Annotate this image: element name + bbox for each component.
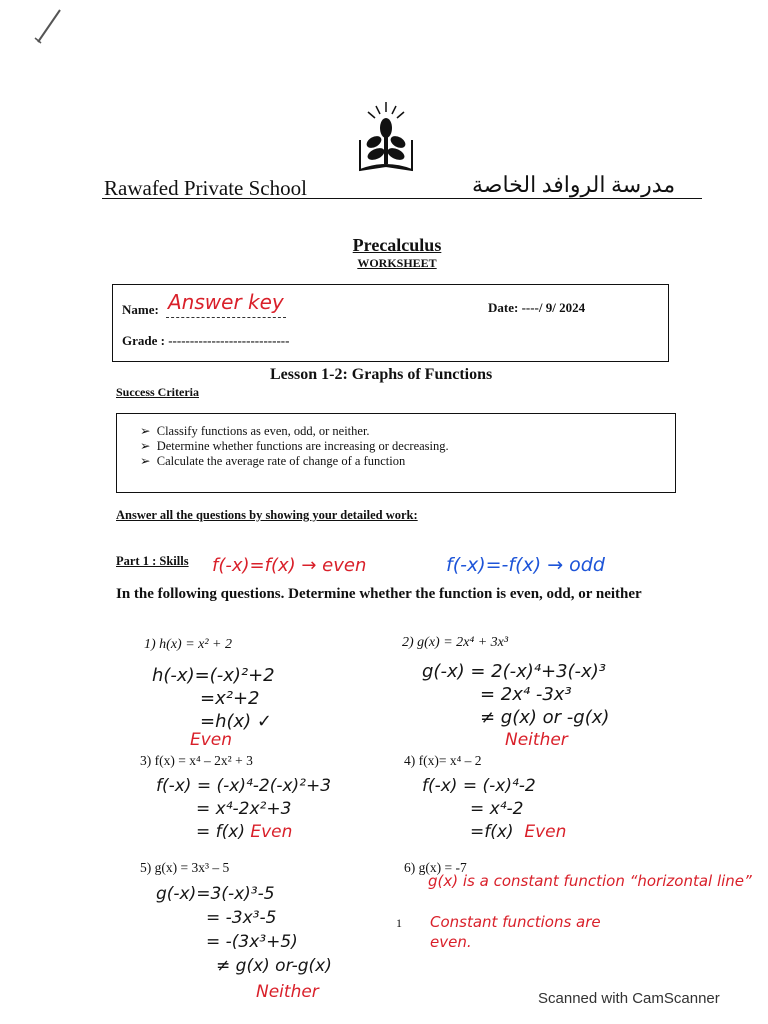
problem-6-note-1: g(x) is a constant function “horizontal line” <box>428 872 752 890</box>
problem-3-label: 3) f(x) = x⁴ – 2x² + 3 <box>140 753 253 768</box>
part1-prompt: In the following questions. Determine whether the function is even, odd, or neither <box>116 586 642 602</box>
criteria-item: ➢ Classify functions as even, odd, or neither. <box>140 424 370 438</box>
name-underline <box>166 317 286 318</box>
criteria-item: ➢ Calculate the average rate of change of a function <box>140 454 406 468</box>
problem-5-work: g(-x)=3(-x)³-5 = -3x³-5 = -(3x³+5) ≠ g(x) or-g(x) <box>156 884 332 976</box>
problem-4-label: 4) f(x)= x⁴ – 2 <box>404 753 482 768</box>
lesson-title: Lesson 1-2: Graphs of Functions <box>270 366 493 383</box>
problem-6-note-2: Constant functions are even. <box>430 913 601 951</box>
problem-2-work: g(-x) = 2(-x)⁴+3(-x)³ = 2x⁴ -3x³ ≠ g(x) or -g(x) <box>422 661 610 728</box>
school-name-en: Rawafed Private School <box>104 176 307 200</box>
problem-1-label: 1) h(x) = x² + 2 <box>144 637 233 652</box>
problem-5-answer: Neither <box>256 982 319 1002</box>
school-logo <box>354 100 418 180</box>
problem-4-answer: Even <box>524 822 567 842</box>
grade-field: Grade : ---------------------------- <box>122 333 290 348</box>
problem-6-label: 6) g(x) = -7 <box>404 860 467 875</box>
problem-3-answer: Even <box>250 822 293 842</box>
subject-title: Precalculus <box>352 235 442 255</box>
school-name-ar: مدرسة الروافد الخاصة <box>472 172 676 197</box>
problem-3-work: f(-x) = (-x)⁴-2(-x)²+3 = x⁴-2x²+3 = f(x) Even <box>156 776 332 842</box>
instruction-text: Answer all the questions by showing your detailed work: <box>116 508 418 522</box>
worksheet-label: WORKSHEET <box>357 256 437 270</box>
odd-rule: f(-x)=-f(x) → odd <box>446 554 605 576</box>
problem-1-answer: Even <box>190 730 233 750</box>
part1-label: Part 1 : Skills <box>116 554 189 568</box>
page-number: 1 <box>396 916 402 930</box>
problem-1-work: h(-x)=(-x)²+2 =x²+2 =h(x) ✓ <box>152 665 275 732</box>
problem-4-work: f(-x) = (-x)⁴-2 = x⁴-2 =f(x) Even <box>422 776 567 842</box>
even-rule: f(-x)=f(x) → even <box>212 555 367 576</box>
problem-2-answer: Neither <box>505 730 568 750</box>
problem-2-label: 2) g(x) = 2x⁴ + 3x³ <box>402 635 509 650</box>
pencil-mark <box>30 4 70 48</box>
scanner-watermark: Scanned with CamScanner <box>538 990 720 1007</box>
success-criteria-list <box>140 424 449 469</box>
date-field: Date: ----/ 9/ 2024 <box>488 300 586 315</box>
name-value: Answer key <box>168 290 284 314</box>
problem-5-label: 5) g(x) = 3x³ – 5 <box>140 860 230 875</box>
name-label: Name: <box>122 302 159 317</box>
success-criteria-heading: Success Criteria <box>116 385 199 399</box>
criteria-item: ➢ Determine whether functions are increasing or decreasing. <box>140 439 449 453</box>
header-divider <box>102 198 702 199</box>
